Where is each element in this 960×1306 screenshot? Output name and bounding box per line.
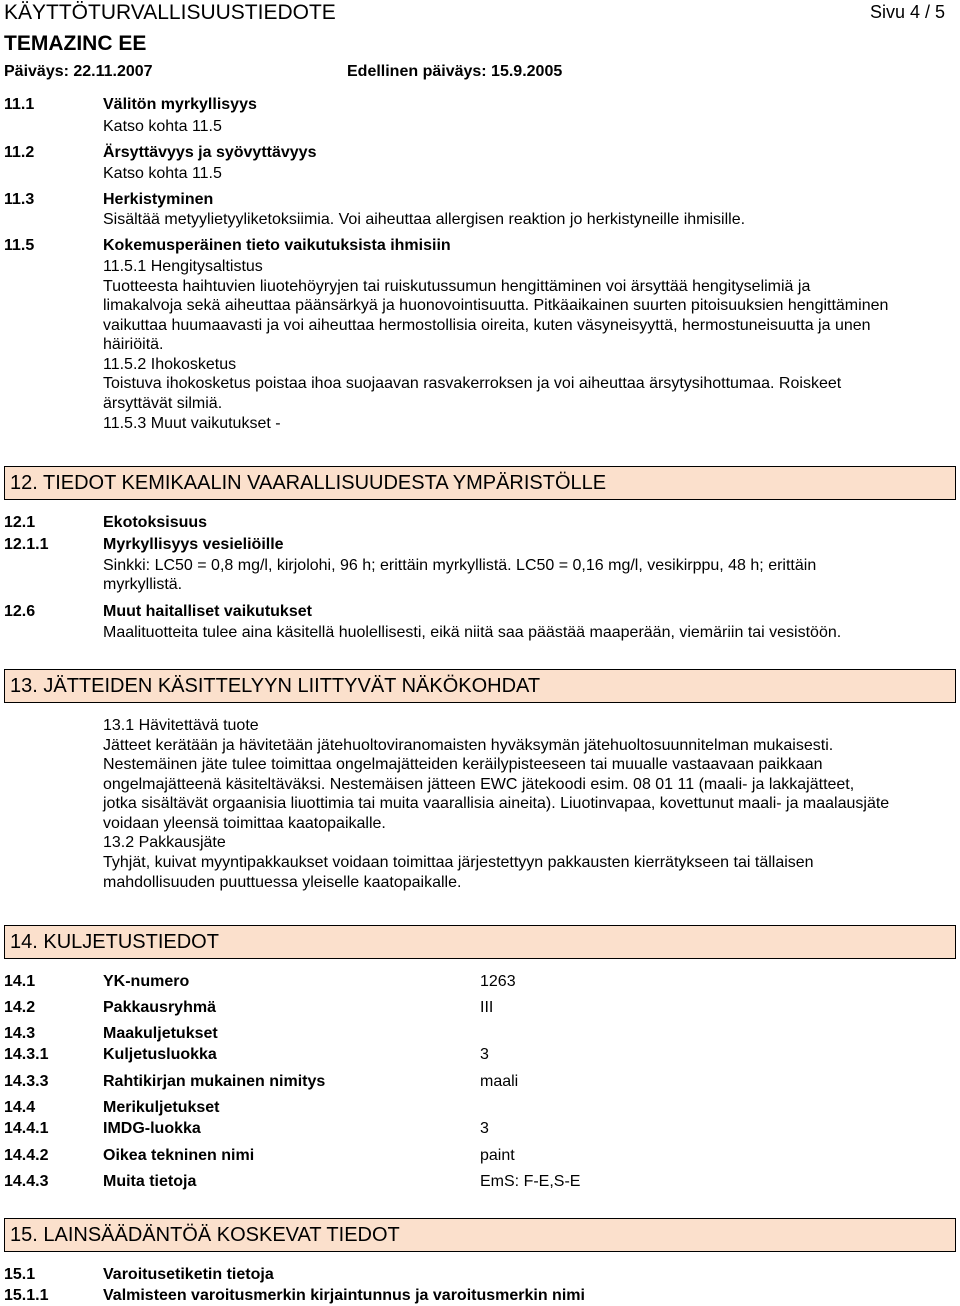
section-banner-15: [4, 1218, 956, 1252]
body-line: vaikuttaa huumaavasti ja voi aiheuttaa hermostollisia oireita, kuten väsyneisyyttä, hermostuneisuutta ja unen: [103, 317, 871, 334]
transport-row-number: 14.2: [4, 999, 36, 1016]
product-name: TEMAZINC EE: [4, 32, 147, 55]
section-banner-title: 13. JÄTTEIDEN KÄSITTELYYN LIITTYVÄT NÄKÖKOHDAT: [10, 675, 541, 697]
body-line: myrkyllistä.: [103, 576, 183, 593]
section-heading: Kokemusperäinen tieto vaikutuksista ihmisiin: [103, 237, 451, 254]
body-line: Toistuva ihokosketus poistaa ihoa suojaavan rasvakerroksen ja voi aiheuttaa ärsytysihottumaa. Roiskeet: [103, 375, 842, 392]
body-line: 13.1 Hävitettävä tuote: [103, 717, 259, 734]
section-heading: Valmisteen varoitusmerkin kirjaintunnus ja varoitusmerkin nimi: [103, 1287, 585, 1304]
transport-row-number: 14.4: [4, 1099, 36, 1116]
section-heading: Muut haitalliset vaikutukset: [103, 603, 312, 620]
section-banner-title: 14. KULJETUSTIEDOT: [10, 931, 219, 953]
section-banner-title: 15. LAINSÄÄDÄNTÖÄ KOSKEVAT TIEDOT: [10, 1224, 400, 1246]
transport-row-value: 3: [480, 1120, 489, 1137]
document-title: KÄYTTÖTURVALLISUUSTIEDOTE: [4, 1, 336, 24]
section-number: 11.2: [4, 144, 35, 161]
transport-row-label: Maakuljetukset: [103, 1025, 218, 1042]
body-line: jotka sisältävät orgaanisia liuottimia tai muita vaarallisia aineita). Liuotinvapaa, kovettunut maali- ja maalausjäte: [103, 795, 890, 812]
body-line: Maalituotteita tulee aina käsitellä huolellisesti, eikä niitä saa päästää maaperään, viemäriin tai vesistöön.: [103, 624, 842, 641]
section-banner-14: [4, 925, 956, 959]
section-heading: Ärsyttävyys ja syövyttävyys: [103, 144, 317, 161]
transport-row-value: 1263: [480, 973, 516, 990]
body-line: Sinkki: LC50 = 0,8 mg/l, kirjolohi, 96 h; erittäin myrkyllistä. LC50 = 0,16 mg/l, vesikirppu, 48 h; erittäin: [103, 557, 817, 574]
section-banner-13: [4, 669, 956, 703]
section-number: 15.1.1: [4, 1287, 49, 1304]
section-heading: Herkistyminen: [103, 191, 214, 208]
body-line: 11.5.2 Ihokosketus: [103, 356, 237, 373]
transport-row-label: Kuljetusluokka: [103, 1046, 217, 1063]
body-line: mahdollisuuden puuttuessa yleiselle kaatopaikalle.: [103, 874, 462, 891]
issue-date: Päiväys: 22.11.2007: [4, 63, 153, 80]
section-number: 12.6: [4, 603, 36, 620]
transport-row-label: YK-numero: [103, 973, 190, 990]
body-line: häiriöitä.: [103, 336, 164, 353]
transport-row-label: Merikuljetukset: [103, 1099, 220, 1116]
page-number: Sivu 4 / 5: [870, 2, 946, 22]
section-heading: Välitön myrkyllisyys: [103, 96, 257, 113]
transport-row-label: Oikea tekninen nimi: [103, 1147, 255, 1164]
section-text: Katso kohta 11.5: [103, 165, 222, 182]
section-banner-title: 12. TIEDOT KEMIKAALIN VAARALLISUUDESTA YMPÄRISTÖLLE: [10, 472, 607, 494]
section-number: 12.1: [4, 514, 36, 531]
section-heading: Myrkyllisyys vesieliöille: [103, 536, 284, 553]
transport-row-number: 14.3.1: [4, 1046, 49, 1063]
body-line: 11.5.1 Hengitysaltistus: [103, 258, 263, 275]
section-banner-12: [4, 466, 956, 500]
body-line: Tuotteesta haihtuvien liuotehöyryjen tai ruiskutussumun hengittäminen voi ärsyttää hengityselimiä ja: [103, 278, 811, 295]
body-line: 13.2 Pakkausjäte: [103, 834, 226, 851]
section-text: Sisältää metyylietyyliketoksiimia. Voi aiheuttaa allergisen reaktion jo herkistyneille ihmisille.: [103, 211, 746, 228]
section-number: 11.5: [4, 237, 35, 254]
section-number: 12.1.1: [4, 536, 49, 553]
body-line: ärsyttävät silmiä.: [103, 395, 223, 412]
body-line: 11.5.3 Muut vaikutukset -: [103, 415, 281, 432]
transport-row-number: 14.4.3: [4, 1173, 49, 1190]
transport-row-value: III: [480, 999, 494, 1016]
transport-row-label: Muita tietoja: [103, 1173, 197, 1190]
section-text: Katso kohta 11.5: [103, 118, 222, 135]
transport-row-value: maali: [480, 1073, 519, 1090]
transport-row-label: Rahtikirjan mukainen nimitys: [103, 1073, 326, 1090]
section-heading: Varoitusetiketin tietoja: [103, 1266, 274, 1283]
section-number: 15.1: [4, 1266, 36, 1283]
transport-row-number: 14.1: [4, 973, 36, 990]
body-line: ongelmajätteenä käsiteltäväksi. Nestemäisen jätteen EWC jätekoodi esim. 08 01 11 (maali- ja lakkajätteet,: [103, 776, 855, 793]
transport-row-number: 14.4.1: [4, 1120, 49, 1137]
transport-row-number: 14.3: [4, 1025, 36, 1042]
body-line: Jätteet kerätään ja hävitetään jätehuoltoviranomaisten hyväksymän jätehuoltosuunnitelman mukaisesti.: [103, 737, 834, 754]
transport-row-value: paint: [480, 1147, 515, 1164]
transport-row-number: 14.3.3: [4, 1073, 49, 1090]
section-number: 11.1: [4, 96, 35, 113]
transport-row-label: Pakkausryhmä: [103, 999, 216, 1016]
body-line: voidaan yleensä toimittaa kaatopaikalle.: [103, 815, 386, 832]
transport-row-number: 14.4.2: [4, 1147, 49, 1164]
section-number: 11.3: [4, 191, 35, 208]
transport-row-value: 3: [480, 1046, 489, 1063]
transport-row-label: IMDG-luokka: [103, 1120, 201, 1137]
transport-row-value: EmS: F-E,S-E: [480, 1173, 581, 1190]
body-line: limakalvoja sekä aiheuttaa päänsärkyä ja huonovointisuutta. Pitkäaikainen suurten pitoisuuksien hengittäminen: [103, 297, 889, 314]
body-line: Nestemäinen jäte tulee toimittaa ongelmajätteiden keräilypisteeseen tai muualle vastaavaan paikkaan: [103, 756, 823, 773]
previous-date: Edellinen päiväys: 15.9.2005: [347, 63, 563, 80]
section-heading: Ekotoksisuus: [103, 514, 208, 531]
body-line: Tyhjät, kuivat myyntipakkaukset voidaan toimittaa järjestettyyn pakkausten kierrätykseen tai tällaisen: [103, 854, 814, 871]
